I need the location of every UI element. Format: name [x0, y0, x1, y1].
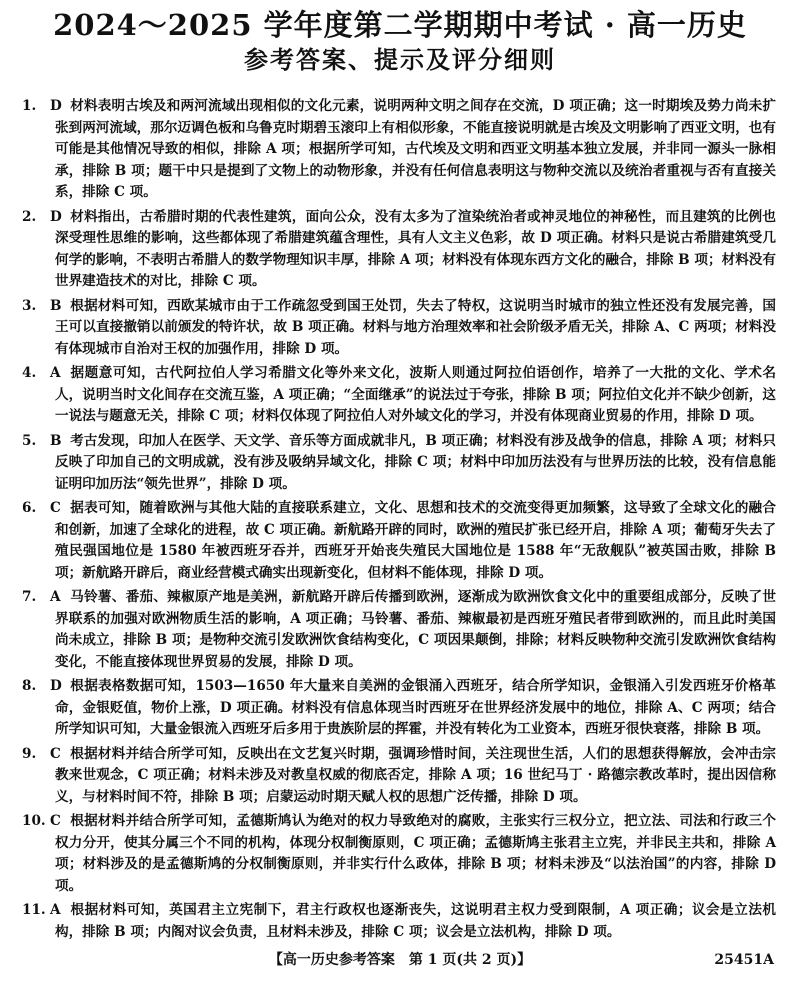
item-explanation: 考古发现，印加人在医学、天文学、音乐等方面成就非凡，B 项正确；材料没有涉及战争的信息，排除 A 项；材料只反映了印加自己的文明成就，没有涉及吸纳异域文化，排除 C 项；材料中印加历法没有与世界历法的比较，没有信息能证明印加历法“领先世界”，排除 D 项。 [55, 432, 776, 492]
item-explanation: 根据表格数据可知，1503—1650 年大量来自美洲的金银涌入西班牙，结合所学知识，金银涌入引发西班牙价格革命，金银贬值，物价上涨，D 项正确。材料没有信息体现当时西班牙在世界经济发展中的地位，排除 A、C 两项；结合所学知识可知，大量金银流入西班牙后多用于贵族阶层的挥霍，并没有转化为工业资本，西班牙很快衰落，排除 B 项。 [55, 678, 776, 737]
answer-item-4 [22, 363, 776, 428]
footer-page-label: 【高一历史参考答案 第 1 页(共 2 页)】 [268, 952, 532, 968]
item-answer: A [50, 365, 61, 381]
item-number: 1. [22, 98, 37, 114]
item-answer: D [50, 208, 62, 225]
footer-paper-code: 25451A [714, 952, 774, 968]
item-answer: C [50, 813, 61, 829]
item-answer: A [50, 589, 61, 605]
item-number: 2. [22, 208, 37, 225]
item-explanation: 马铃薯、番茄、辣椒原产地是美洲，新航路开辟后传播到欧洲，逐渐成为欧洲饮食文化中的重要组成部分，反映了世界联系的加强对欧洲物质生活的影响，A 项正确；马铃薯、番茄、辣椒最初是西班牙殖民者带到欧洲的，而且此时美国尚未成立，排除 B 项；是物种交流引发欧洲饮食结构变化，C 项因果颠倒，排除；材料反映物种交流引发欧洲饮食结构变化，不能直接体现世界贸易的发展，排除 D 项。 [55, 589, 776, 670]
page-title: 2024～2025 学年度第二学期期中考试 · 高一历史 [53, 8, 747, 42]
item-explanation: 材料表明古埃及和两河流域出现相似的文化元素，说明两种文明之间存在交流，D 项正确；这一时期埃及势力尚未扩张到两河流域，那尔迈调色板和乌鲁克时期碧玉滚印上有相似形象，不能直接说明就是古埃及文明影响了西亚文明，也有可能是其他情况导致的相似，排除 A 项；根据所学可知，古代埃及文明和西亚文明基本独立发展，并非同一源头一脉相承，排除 B 项；题干中只是提到了文物上的动物形象，并没有任何信息表明这与物种交流以及统治者重视与否有直接关系，排除 C 项。 [55, 98, 776, 200]
item-number: 8. [22, 678, 37, 694]
item-number: 11. [22, 902, 46, 918]
item-answer: D [50, 98, 62, 114]
item-number: 6. [22, 500, 37, 516]
item-answer: B [50, 297, 62, 314]
item-number: 9. [22, 745, 37, 762]
item-number: 3. [22, 297, 37, 314]
answer-item-3 [22, 296, 776, 361]
item-number: 4. [22, 365, 37, 381]
item-explanation: 据题意可知，古代阿拉伯人学习希腊文化等外来文化，波斯人则通过阿拉伯语创作，培养了一大批的文化、学术名人，说明当时文化间存在交流互鉴，A 项正确；“全面继承”的说法过于夸张，排除 B 项；阿拉伯文化并不缺少创新，这一说法与题意无关，排除 C 项；材料仅体现了阿拉伯人对外域文化的学习，并没有体现商业贸易的作用，排除 D 项。 [55, 365, 776, 424]
item-answer: B [50, 432, 62, 449]
item-answer: D [50, 678, 62, 694]
answer-item-11 [22, 900, 776, 943]
item-explanation: 根据材料并结合所学可知，孟德斯鸠认为绝对的权力导致绝对的腐败，主张实行三权分立，把立法、司法和行政三个权力分开，使其分属三个不同的机构，体现分权制衡原则，C 项正确；孟德斯鸠主张君主立宪，并非民主共和，排除 A 项；材料涉及的是孟德斯鸠的分权制衡原则，并非实行什么政体，排除 B 项；材料未涉及“以法治国”的内容，排除 D 项。 [55, 813, 776, 894]
page-subtitle: 参考答案、提示及评分细则 [244, 45, 556, 74]
item-number: 5. [22, 432, 37, 449]
item-explanation: 根据材料并结合所学可知，反映出在文艺复兴时期，强调珍惜时间，关注现世生活，人们的思想获得解放，会冲击宗教来世观念，C 项正确；材料未涉及对教皇权威的彻底否定，排除 A 项；16 世纪马丁 · 路德宗教改革时，提出因信称义，与材料时间不符，排除 B 项；启蒙运动时期天赋人权的思想广泛传播，排除 D 项。 [55, 745, 776, 805]
item-answer: C [50, 745, 61, 762]
answer-item-6 [22, 498, 776, 584]
item-answer: C [50, 500, 61, 516]
answer-item-2 [22, 207, 776, 293]
answer-item-9 [22, 744, 776, 809]
item-explanation: 根据材料可知，西欧某城市由于工作疏忽受到国王处罚，失去了特权，这说明当时城市的独立性还没有发展完善，国王可以直接撤销以前颁发的特许状，故 B 项正确。材料与地方治理效率和社会阶级矛盾无关，排除 A、C 两项；材料没有体现城市自治对王权的加强作用，排除 D 项。 [55, 297, 776, 357]
answer-item-10 [22, 811, 776, 897]
item-explanation: 根据材料可知，英国君主立宪制下，君主行政权也逐渐丧失，这说明君主权力受到限制，A 项正确；议会是立法机构，排除 B 项；内阁对议会负责，且材料未涉及，排除 C 项；议会是立法机构，排除 D 项。 [55, 902, 776, 940]
page-footer [0, 949, 800, 971]
answer-item-5 [22, 431, 776, 496]
item-number: 10. [22, 813, 46, 829]
answer-item-8 [22, 676, 776, 741]
item-explanation: 材料指出，古希腊时期的代表性建筑，面向公众，没有太多为了渲染统治者或神灵地位的神秘性，而且建筑的比例也深受理性思维的影响，这些都体现了希腊建筑蕴含理性，具有人文主义色彩，故 D 项正确。材料只是说古希腊建筑受几何学的影响，不表明古希腊人的数学物理知识丰厚，排除 A 项；材料没有体现东西方文化的融合，排除 B 项；材料没有世界建造技术的对比，排除 C 项。 [55, 208, 776, 289]
answer-item-1 [22, 96, 776, 204]
answer-item-7 [22, 587, 776, 673]
item-answer: A [50, 902, 61, 918]
answer-list [22, 96, 776, 946]
item-number: 7. [22, 589, 37, 605]
item-explanation: 据表可知，随着欧洲与其他大陆的直接联系建立，文化、思想和技术的交流变得更加频繁，这导致了全球文化的融合和创新，加速了全球化的进程，故 C 项正确。新航路开辟的同时，欧洲的殖民扩张已经开启，排除 A 项；葡萄牙失去了殖民强国地位是 1580 年被西班牙吞并，西班牙开始丧失殖民大国地位是 1588 年“无敌舰队”被英国击败，排除 B 项；新航路开辟后，商业经营模式确实出现新变化，但材料不能体现，排除 D 项。 [55, 500, 776, 581]
